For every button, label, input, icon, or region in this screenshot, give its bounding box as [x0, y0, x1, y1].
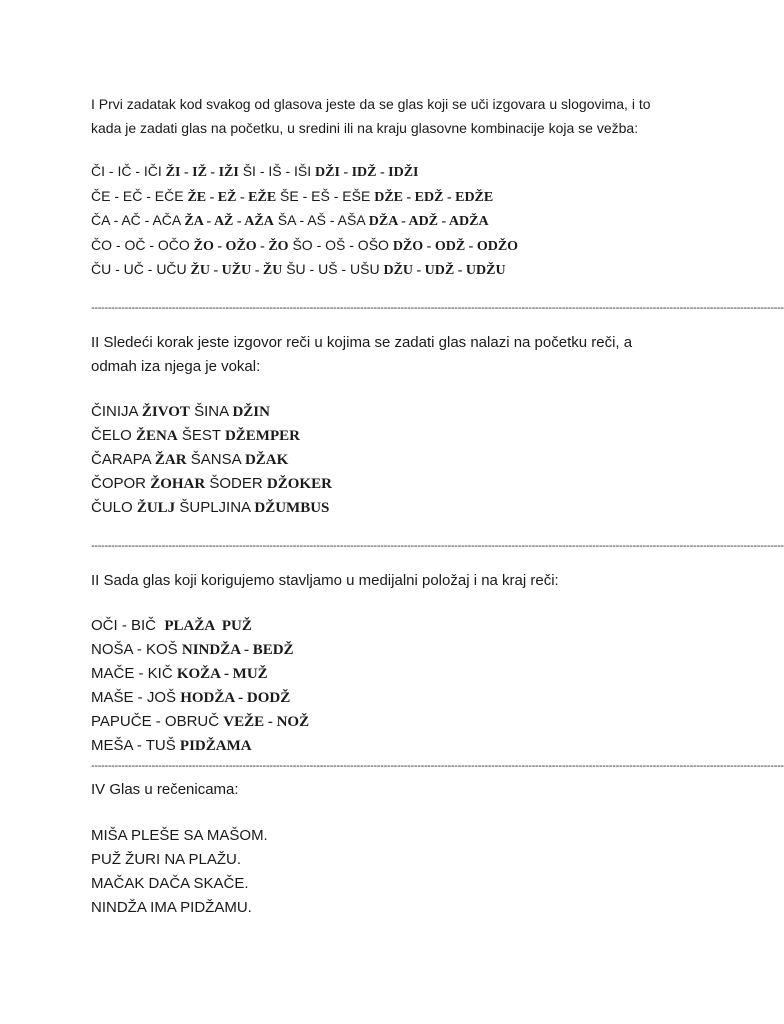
bold-segment: KOŽA - MUŽ: [176, 666, 268, 682]
bold-segment: ŽULJ: [136, 500, 176, 516]
segment: ČA - AČ - AČA: [91, 212, 185, 228]
syllable-line: [91, 160, 518, 185]
bold-segment: DŽOKER: [266, 476, 332, 492]
word-line: [91, 448, 332, 472]
word-list: [91, 400, 332, 520]
medial-line: [91, 710, 309, 734]
segment: ČU - UČ - UČU: [91, 261, 191, 277]
bold-segment: ŽE - EŽ - EŽE: [187, 189, 277, 205]
word-line: [91, 400, 332, 424]
medial-line: [91, 686, 309, 710]
word-line: [91, 424, 332, 448]
segment: ČE - EČ - EČE: [91, 187, 188, 204]
sentence-line: MAČAK DAČA SKAČE.: [91, 875, 249, 892]
bold-segment: DŽUMBUS: [254, 500, 330, 516]
segment: ŠEST: [177, 427, 225, 444]
sentence-line: NINDŽA IMA PIDŽAMU.: [91, 899, 252, 916]
medial-word-list: [91, 614, 309, 758]
medial-line: [91, 638, 309, 662]
syllable-line: [91, 209, 518, 234]
bold-segment: ŽO - OŽO - ŽO: [193, 238, 289, 254]
bold-segment: ŽENA: [136, 428, 178, 444]
section2-heading: II Sledeći korak jeste izgovor reči u kojima se zadati glas nalazi na početku reči, a odmah iza njega je vokal:: [91, 334, 633, 375]
bold-segment: NINDŽA - BEDŽ: [181, 642, 294, 658]
segment: MEŠA - TUŠ: [91, 737, 180, 754]
bold-segment: DŽIN: [232, 404, 270, 420]
bold-segment: ŽA - AŽ - AŽA: [184, 214, 274, 229]
sentence-list: [91, 824, 268, 920]
medial-line: [91, 662, 309, 686]
bold-segment: ŽU - UŽU - ŽU: [190, 263, 283, 278]
sentence-line: PUŽ ŽURI NA PLAŽU.: [91, 851, 242, 868]
segment: ČARAPA: [91, 451, 155, 468]
bold-segment: DŽE - EDŽ - EDŽE: [374, 189, 494, 205]
word-line: [91, 472, 332, 496]
bold-segment: PLAŽA PUŽ: [164, 618, 252, 634]
syllable-line: [91, 234, 518, 259]
separator-line: --------------------------------------------------------------------------------------------------------------------------------------------------------------------------------------------------------------: [91, 540, 784, 552]
segment: ČO - OČ - OČO: [91, 236, 194, 253]
bold-segment: PIDŽAMA: [179, 738, 252, 754]
segment: ŠODER: [205, 475, 267, 492]
medial-line: [91, 734, 309, 758]
segment: ČOPOR: [91, 475, 151, 492]
bold-segment: ŽI - IŽ - IŽI: [165, 165, 239, 180]
syllable-line: [91, 258, 518, 283]
segment: ŠINA: [189, 403, 233, 420]
bold-segment: DŽAK: [244, 452, 289, 468]
medial-line: [91, 614, 309, 638]
segment: ČINIJA: [91, 403, 142, 420]
segment: ŠU - UŠ - UŠU: [282, 261, 384, 277]
bold-segment: DŽEMPER: [224, 428, 300, 444]
segment: ŠO - OŠ - OŠO: [288, 236, 393, 253]
section1-intro: I Prvi zadatak kod svakog od glasova jeste da se glas koji se uči izgovara u slogovima, i to kada je zadati glas na početku, u sredini ili na kraju glasovne kombinacije koja se vežba:: [91, 96, 651, 136]
segment: ČELO: [91, 427, 137, 444]
syllable-line: [91, 185, 518, 210]
segment: MAŠE - JOŠ: [91, 689, 181, 706]
segment: OČI - BIČ: [91, 617, 165, 634]
segment: MAČE - KIČ: [91, 665, 177, 682]
segment: ŠE - EŠ - EŠE: [276, 187, 375, 204]
segment: ČI - IČ - IČI: [91, 163, 166, 179]
segment: NOŠA - KOŠ: [91, 641, 182, 658]
segment: ŠUPLJINA: [175, 499, 255, 516]
segment: ČULO: [91, 499, 137, 516]
separator-line: --------------------------------------------------------------------------------------------------------------------------------------------------------------------------------------------------------------: [91, 302, 784, 314]
section4-heading: IV Glas u rečenicama:: [91, 781, 239, 798]
separator-line: --------------------------------------------------------------------------------------------------------------------------------------------------------------------------------------------------------------: [91, 760, 784, 772]
segment: ŠANSA: [186, 451, 245, 468]
bold-segment: DŽA - ADŽ - ADŽA: [368, 214, 489, 229]
bold-segment: ŽAR: [154, 452, 187, 468]
segment: ŠA - AŠ - AŠA: [273, 212, 369, 228]
section3-heading: II Sada glas koji korigujemo stavljamo u medijalni položaj i na kraj reči:: [91, 572, 559, 589]
sentence-line: MIŠA PLEŠE SA MAŠOM.: [91, 827, 268, 844]
bold-segment: DŽU - UDŽ - UDŽU: [383, 263, 506, 278]
bold-segment: DŽI - IDŽ - IDŽI: [315, 165, 419, 180]
bold-segment: ŽIVOT: [141, 404, 190, 420]
bold-segment: HODŽA - DODŽ: [180, 690, 291, 706]
segment: ŠI - IŠ - IŠI: [238, 163, 316, 179]
bold-segment: VEŽE - NOŽ: [223, 714, 310, 730]
bold-segment: DŽO - ODŽ - ODŽO: [392, 238, 519, 254]
word-line: [91, 496, 332, 520]
bold-segment: ŽOHAR: [150, 476, 206, 492]
syllable-list: [91, 160, 518, 283]
segment: PAPUČE - OBRUČ: [91, 713, 224, 730]
